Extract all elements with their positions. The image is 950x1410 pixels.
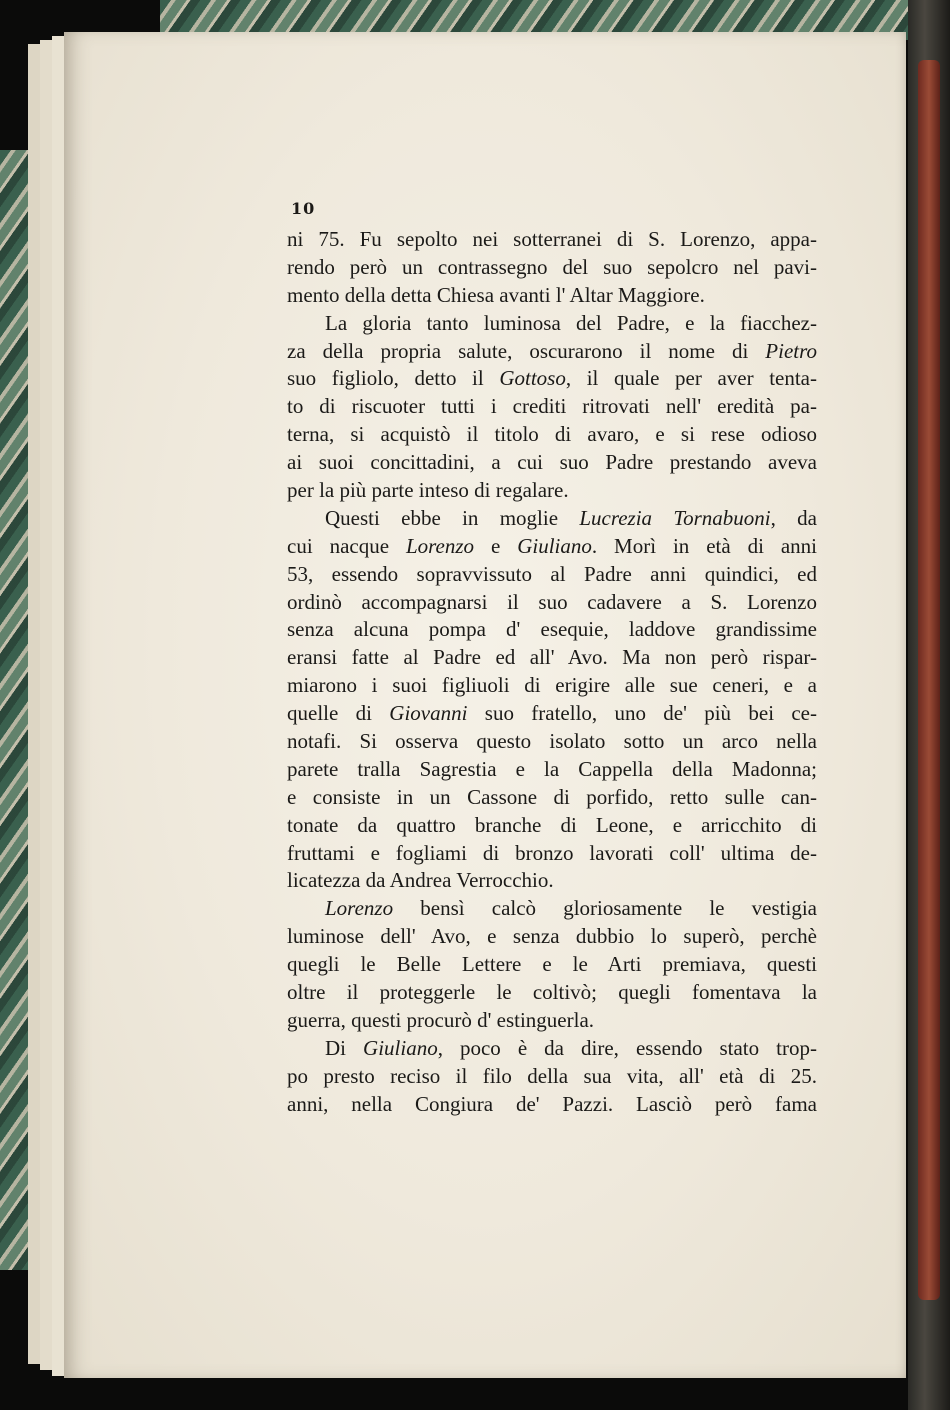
text-line: ai suoi concittadini, a cui suo Padre prestando aveva bbox=[287, 450, 817, 475]
text-line: Questi ebbe in moglie Lucrezia Tornabuoni, da bbox=[325, 505, 817, 530]
text-line: ordinò accompagnarsi il suo cadavere a S. Lorenzo bbox=[287, 589, 817, 614]
text-line: oltre il proteggerle le coltivò; quegli fomentava la bbox=[287, 980, 817, 1005]
text-line: 53, essendo sopravvissuto al Padre anni quindici, ed bbox=[287, 561, 817, 586]
text-line: Lorenzo bensì calcò gloriosamente le vestigia bbox=[325, 896, 817, 921]
text-line: suo figliolo, detto il Gottoso, il quale per aver tenta- bbox=[287, 366, 817, 391]
text-line: parete tralla Sagrestia e la Cappella della Madonna; bbox=[287, 756, 817, 781]
text-line: fruttami e fogliami di bronzo lavorati coll' ultima de- bbox=[287, 840, 817, 865]
adjacent-page-edge bbox=[918, 60, 940, 1300]
text-line: za della propria salute, oscurarono il nome di Pietro bbox=[287, 338, 817, 363]
text-line: anni, nella Congiura de' Pazzi. Lasciò però fama bbox=[287, 1091, 817, 1116]
text-line: La gloria tanto luminosa del Padre, e la fiacchez- bbox=[325, 310, 817, 335]
text-line: miarono i suoi figliuoli di erigire alle sue ceneri, e a bbox=[287, 673, 817, 698]
text-line: e consiste in un Cassone di porfido, retto sulle can- bbox=[287, 784, 817, 809]
text-line: per la più parte inteso di regalare. bbox=[287, 478, 569, 503]
text-line: guerra, questi procurò d' estinguerla. bbox=[287, 1007, 595, 1032]
text-line: senza alcuna pompa d' esequie, laddove grandissime bbox=[287, 617, 817, 642]
body-text bbox=[287, 226, 817, 1119]
text-line: licatezza da Andrea Verrocchio. bbox=[287, 868, 554, 893]
text-line: po presto reciso il filo della sua vita, all' età di 25. bbox=[287, 1063, 817, 1088]
text-line: to di riscuoter tutti i crediti ritrovati nell' eredità pa- bbox=[287, 394, 817, 419]
text-line: rendo però un contrassegno del suo sepolcro nel pavi- bbox=[287, 254, 817, 279]
text-line: notafi. Si osserva questo isolato sotto un arco nella bbox=[287, 729, 817, 754]
text-line: cui nacque Lorenzo e Giuliano. Morì in età di anni bbox=[287, 533, 817, 558]
text-line: ni 75. Fu sepolto nei sotterranei di S. Lorenzo, appa- bbox=[287, 227, 817, 251]
text-line: luminose dell' Avo, e senza dubbio lo superò, perchè bbox=[287, 924, 817, 949]
text-line: tonate da quattro branche di Leone, e arricchito di bbox=[287, 812, 817, 837]
text-line: eransi fatte al Padre ed all' Avo. Ma non però rispar- bbox=[287, 645, 817, 670]
text-line: mento della detta Chiesa avanti l' Altar Maggiore. bbox=[287, 282, 705, 307]
page-number: 10 bbox=[291, 199, 316, 218]
text-line: terna, si acquistò il titolo di avaro, e si rese odioso bbox=[287, 422, 817, 447]
text-line: Di Giuliano, poco è da dire, essendo stato trop- bbox=[325, 1035, 817, 1060]
text-line: quegli le Belle Lettere e le Arti premiava, questi bbox=[287, 952, 817, 977]
text-line: quelle di Giovanni suo fratello, uno de' più bei ce- bbox=[287, 701, 817, 726]
